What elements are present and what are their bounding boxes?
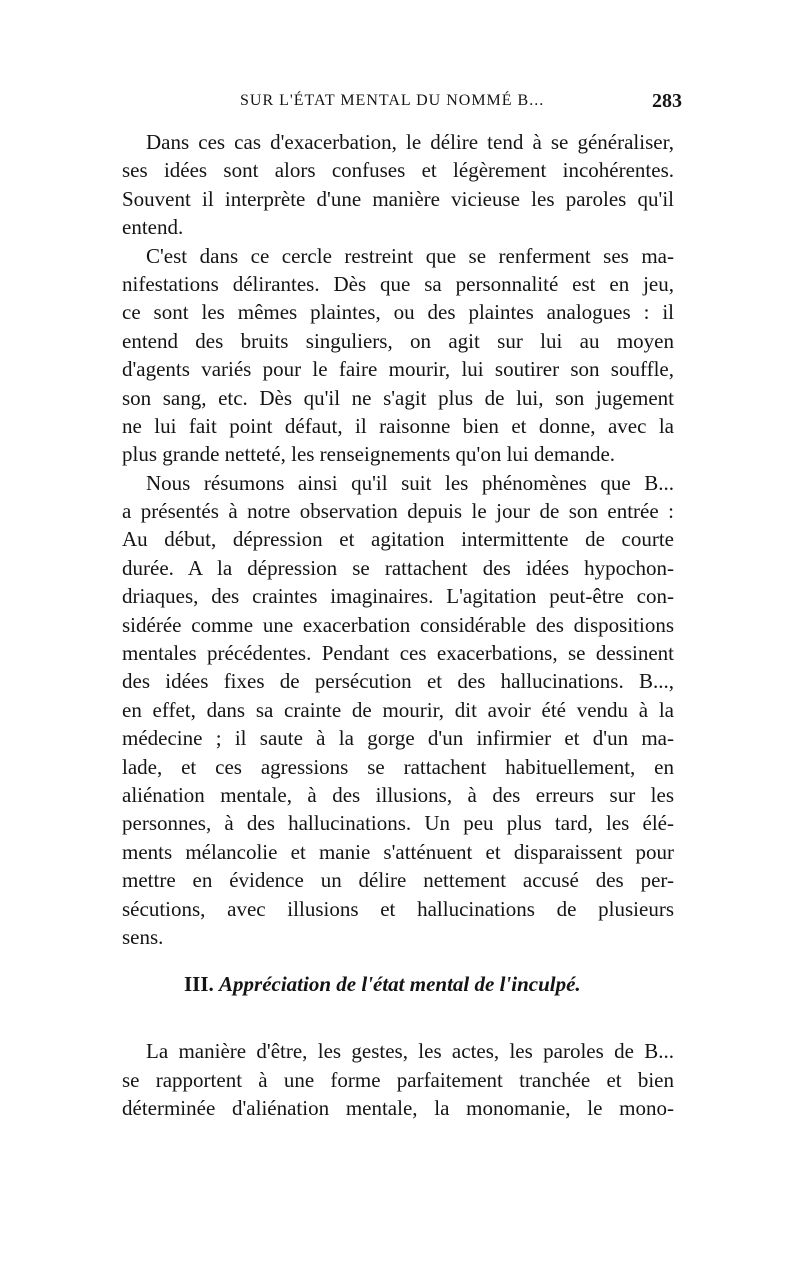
text-line: des idées fixes de persécution et des hallucinations. B..., — [122, 669, 674, 694]
text-line: personnes, à des hallucinations. Un peu plus tard, les élé- — [122, 811, 674, 836]
page-number: 283 — [652, 90, 682, 112]
text-line: déterminée d'aliénation mentale, la monomanie, le mono- — [122, 1096, 674, 1121]
text-line: La manière d'être, les gestes, les actes, les paroles de B... — [146, 1039, 674, 1064]
text-line: mettre en évidence un délire nettement accusé des per- — [122, 868, 674, 893]
text-line: son sang, etc. Dès qu'il ne s'agit plus de lui, son jugement — [122, 385, 674, 410]
text-line: ce sont les mêmes plaintes, ou des plaintes analogues : il — [122, 300, 674, 325]
text-line: a présentés à notre observation depuis le jour de son entrée : — [122, 499, 674, 524]
text-line: se rapportent à une forme parfaitement tranchée et bien — [122, 1067, 674, 1092]
paragraph — [122, 1037, 674, 1122]
running-title: SUR L'ÉTAT MENTAL DU NOMMÉ B... — [240, 92, 545, 109]
text-line: durée. A la dépression se rattachent des idées hypochon- — [122, 555, 674, 580]
text-line: ments mélancolie et manie s'atténuent et disparaissent pour — [122, 839, 674, 864]
page-header — [120, 92, 680, 120]
text-line: sécutions, avec illusions et hallucinations de plusieurs — [122, 896, 674, 921]
text-line: sidérée comme une exacerbation considérable des dispositions — [122, 612, 674, 637]
section-number: III. — [184, 972, 214, 997]
text-line: driaques, des craintes imaginaires. L'agitation peut-être con- — [122, 584, 674, 609]
section-heading — [122, 969, 674, 999]
paragraph — [122, 128, 674, 242]
text-line: en effet, dans sa crainte de mourir, dit avoir été vendu à la — [122, 697, 674, 722]
text-line: Dans ces cas d'exacerbation, le délire tend à se généraliser, — [146, 130, 674, 154]
text-line: d'agents variés pour le faire mourir, lui soutirer son souffle, — [122, 357, 674, 382]
text-line: C'est dans ce cercle restreint que se renferment ses ma- — [146, 243, 674, 268]
paragraph — [122, 469, 674, 952]
section-title: Appréciation de l'état mental de l'inculpé. — [219, 972, 581, 997]
text-line: Au début, dépression et agitation intermittente de courte — [122, 527, 674, 552]
text-line: ses idées sont alors confuses et légèrement incohérentes. — [122, 158, 674, 183]
paragraph — [122, 242, 674, 469]
text-line: entend. — [122, 215, 184, 240]
text-line: ne lui fait point défaut, il raisonne bien et donne, avec la — [122, 413, 674, 438]
text-line: Nous résumons ainsi qu'il suit les phénomènes que B... — [146, 470, 674, 495]
text-line: médecine ; il saute à la gorge d'un infirmier et d'un ma- — [122, 726, 674, 751]
body-text — [122, 128, 674, 1123]
text-line: aliénation mentale, à des illusions, à des erreurs sur les — [122, 782, 674, 807]
text-line: lade, et ces agressions se rattachent habituellement, en — [122, 754, 674, 779]
text-line: Souvent il interprète d'une manière vicieuse les paroles qu'il — [122, 186, 674, 211]
text-line: sens. — [122, 924, 164, 949]
text-line: plus grande netteté, les renseignements qu'on lui demande. — [122, 442, 616, 467]
text-line: entend des bruits singuliers, on agit sur lui au moyen — [122, 328, 674, 353]
text-line: nifestations délirantes. Dès que sa personnalité est en jeu, — [122, 271, 674, 296]
text-line: mentales précédentes. Pendant ces exacerbations, se dessinent — [122, 641, 674, 666]
